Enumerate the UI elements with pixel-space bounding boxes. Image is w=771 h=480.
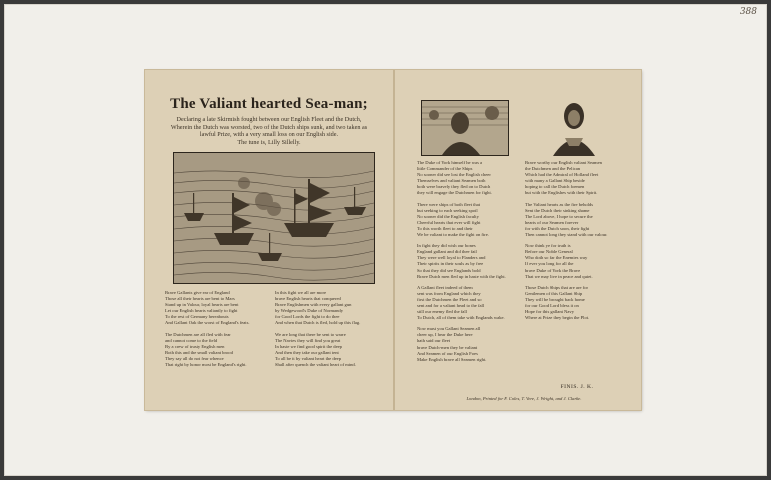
verse-line: We are long that there be sent to warre [275,331,346,337]
verse-line: Then cannot long they stand with our valour. [525,232,608,238]
verse-line: Gentlemen of this Gallant Ship [525,290,583,296]
verse-line: In fight they did wish our bones [417,243,476,249]
verse-line: they will engage the Dutchmen for fight. [417,190,492,196]
verse-line: Who doth so far the Enemies way [525,255,588,261]
verse-line: A Gallant fleet indeed of them [417,284,473,290]
verse-line: Those all their hearts are bent to Mars [165,296,235,302]
verse-line: The Navies they will find you great [275,337,341,343]
verse-line: The Duke of York himself he was a [417,160,483,165]
stanza [417,243,523,280]
verse-line: Those Dutch Ships that are are for [525,284,589,290]
verse-line: They say all do not fear whence [165,355,224,361]
verse-line: So that they did see Englands bold [417,267,481,273]
left-page [145,70,393,410]
verse-line: The Dutchmen are all fled with fear [165,331,231,337]
verse-line: but seeking to each seeking spoil [417,207,478,213]
verse-line: If ever you long for all the [525,261,574,267]
verse-line: Their spirits in their souls as by free [417,261,484,267]
stanza [417,160,523,197]
finis-mark: FINIS. J. K. [560,384,594,390]
verse-line: still our enemy fled the fall [417,309,467,315]
verse-line: No sooner did see lost the English cheer [417,172,491,178]
verse-line: cheer up, I hear the Duke here [417,332,473,338]
verse-line: And Seamen of our English Foes [417,350,478,356]
verse-line: brave Dutch-men they be valiant [417,344,478,350]
verse-line: We be valiant to make the fight on fire. [417,232,489,238]
verse-line: There were ships of both fleet that [417,201,481,207]
stanza [165,332,273,369]
verse-column-right-2 [525,160,631,326]
verse-line: Cheerful hearts that ever will fight [417,219,481,225]
verse-line: Shall after quench the valiant heart of mind. [275,362,356,368]
verse-line: Let our English hearts valiantly to fight [165,308,238,314]
stanza [417,326,523,363]
verse-line: brave Duke of York the Brave [525,267,581,273]
verse-line: hearts of our Seamen forever [525,219,579,225]
subtitle-line: Wherein the Dutch was worsted, two of the Dutch ships sunk, and two taken as [170,123,368,131]
ballad-title: The Valiant hearted Sea-man; [170,96,368,112]
verse-line: To this worth fleet to and their [417,225,473,231]
broadside-sheet [145,70,641,410]
verse-column-left-1 [165,290,273,373]
verse-line: Now must you Gallant Seamen all [417,326,481,332]
verse-line: That right by honor most be England's right. [165,362,247,368]
stanza [417,202,523,239]
verse-line: both were bravely they fled on to Dutch [417,184,491,190]
naval-battle-woodcut [173,152,375,284]
subtitle-line: lawful Prize, with a very small loss on our English side. [199,131,339,139]
stanza [275,290,383,327]
verse-line: Which had the Admiral of Holland fleet [525,172,599,178]
verse-line: Now think ye for truth is [525,243,571,249]
verse-line: Make English brave all Seamen right. [417,356,487,362]
subtitle-line: Declaring a late Skirmish fought between our English Fleet and the Dutch, [176,116,362,123]
verse-line: Brave worthy our English valiant Seamen [525,160,602,165]
stanza [525,285,631,322]
right-page [395,70,641,410]
verse-line: the Dutchmen and the Pelican [525,166,581,172]
verse-line: little Commander of the Ships [417,166,473,172]
verse-line: Themselves and valiant Seamen both [417,178,486,184]
verse-line: In haste we find good spirit the deep [275,343,342,349]
tune-line: The tune is, Lilly Sillelly. [237,138,301,146]
duke-portrait-woodcut [421,100,509,156]
verse-line: And then they take our gallant tent [275,349,339,355]
stanza [525,243,631,280]
verse-line: Brave Englishmen with every gallant gun [275,302,352,308]
catalog-number: 388 [739,7,757,17]
verse-line: Where at Prize they begin the Plot. [525,315,590,321]
verse-line: Both this and the small valiant brood [165,349,233,355]
verse-line: brave English hearts that conquered [275,296,341,302]
verse-line: hoping to call the Dutch foemen [525,184,585,190]
stanza [525,202,631,239]
verse-line: To all be it by valiant heart the deep [275,355,342,361]
verse-line: Sent the Dutch their sinking shame [525,207,590,213]
verse-line: Brave Dutch men fled up in haste with the fight. [417,273,506,279]
verse-line: for our Good Lord bless it on [525,302,579,308]
verse-line: And when that Dutch is fled, hold up this flag. [275,320,361,326]
verse-line: England gallant and did thee fail [417,249,477,255]
verse-line: The Lord above, I hope to secure the [525,213,593,219]
verse-line: In this fight we all are more [275,290,327,295]
verse-line: The Valiant hearts as the fire beholds [525,201,594,207]
verse-column-left-2 [275,290,383,373]
verse-line: by Wedgewood's Duke of Normandy [275,308,343,314]
verse-line: and cannot come to the field [165,337,218,343]
verse-line: but with the Englishes with their Spirit. [525,190,598,196]
verse-line: To the rest of Germany hereabouts [165,314,229,320]
king-portrait-woodcut [549,98,599,156]
printer-imprint: London, Printed for F. Coles, T. Vere, J. Wright, and J. Clarke. [466,396,582,401]
verse-column-right-1 [417,160,523,368]
verse-line: sent was from England which they [417,290,481,296]
verse-line: By a crew of trusty English men [165,343,225,349]
verse-line: with many a Gallant Ship beside [525,178,585,184]
verse-line: Hope for this gallant Navy [525,309,574,315]
stanza [165,290,273,327]
verse-line: Brave Gallants give ear of England [165,290,230,295]
verse-line: hath said our fleet [417,338,451,344]
verse-line: Stand up in Valour, loyal hearts are bent [165,302,239,308]
ballad-subtitle [157,116,381,146]
verse-line: To Dutch, all of them take with Englands wake. [417,315,505,321]
verse-line: They were well loyal to Flanders and [417,255,486,261]
stanza [525,160,631,197]
verse-line: for Good Lords the fight to do thee [275,314,340,320]
verse-line: No sooner did the English faculty [417,213,479,219]
verse-line: They will be brought back home [525,296,585,302]
verse-line: for with the Dutch soon, their fight [525,225,590,231]
stanza [275,332,383,369]
mount-board [4,4,767,476]
verse-line: sent and for a valiant head to the fall [417,302,485,308]
stanza [417,285,523,322]
verse-line: Before our Noble General [525,249,573,255]
verse-line: And Gallant Oak the worst of England's feats. [165,320,250,326]
verse-line: That we may live in peace and quiet. [525,273,593,279]
verse-line: first the Dutchmen the Fleet and so [417,296,482,302]
